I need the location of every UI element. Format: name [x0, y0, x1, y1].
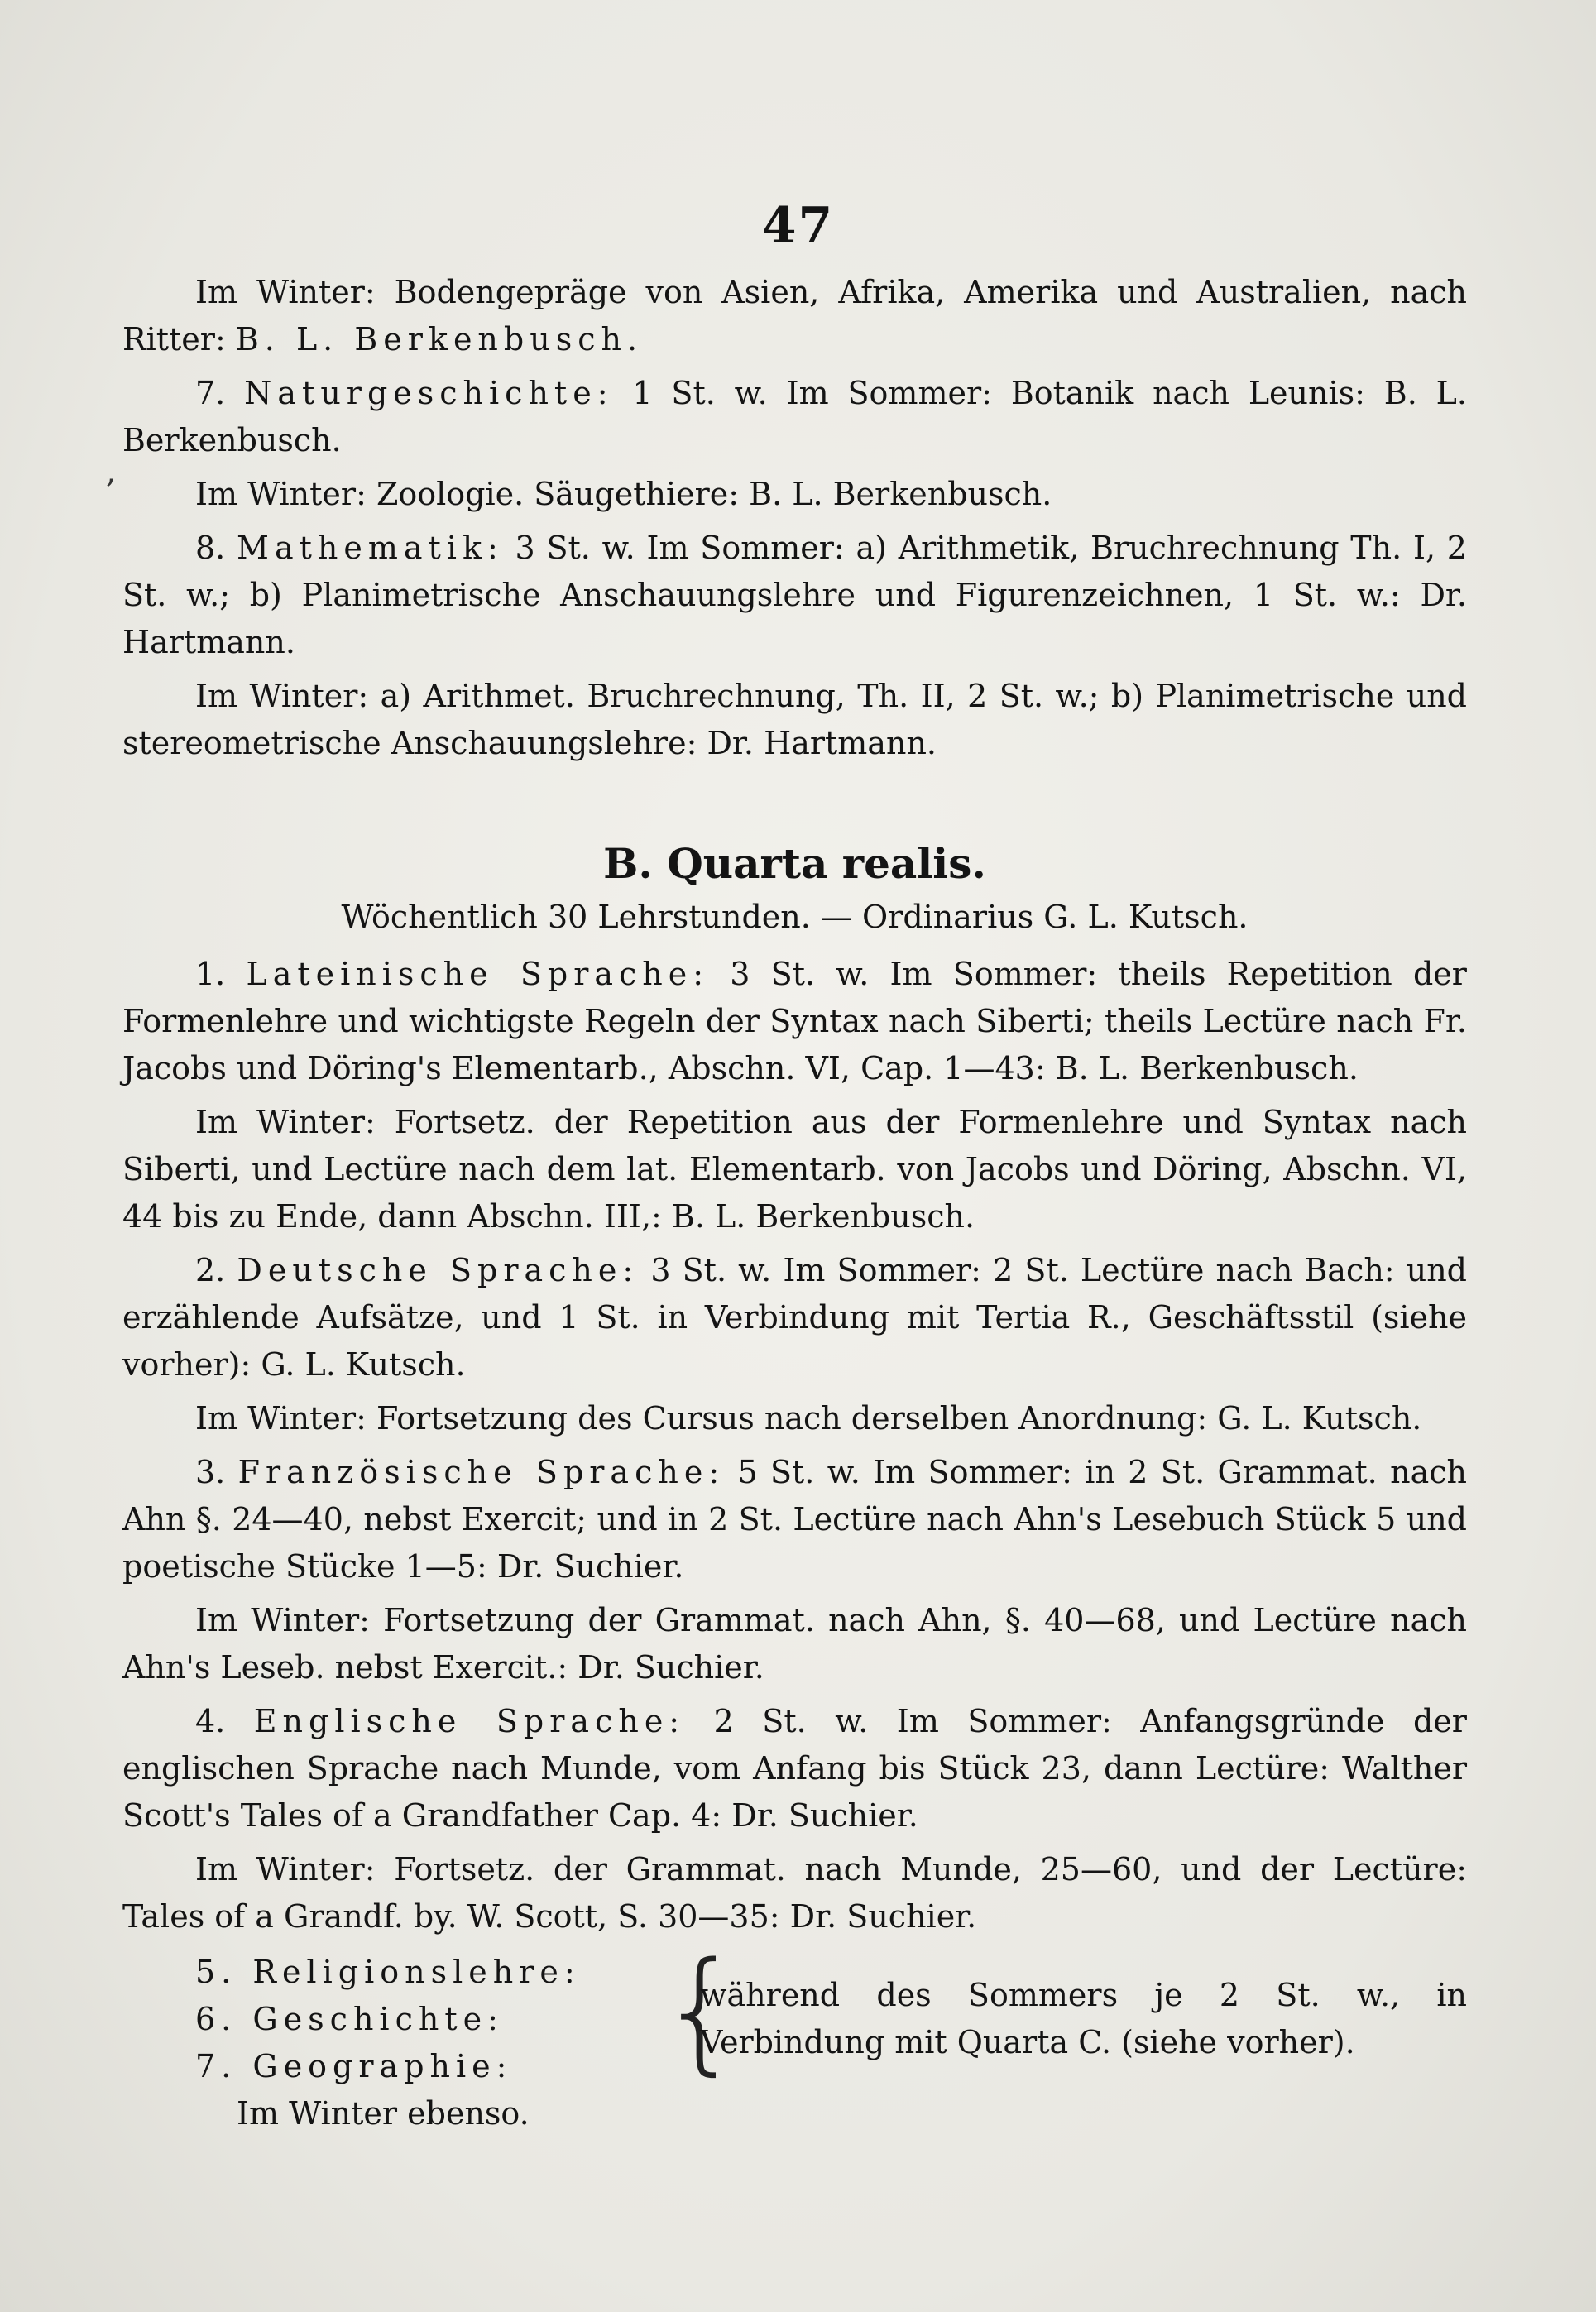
subject-number: 1. — [195, 956, 226, 992]
subject-text: 3 St. w. Im Sommer: a) Arithmetik, Bruchrechnung Th. I, 2 St. w.; b) Planimetrische Anschauungslehre und Figurenzeichnen, 1 St. w.: Dr. Hartmann. — [122, 530, 1467, 660]
winter-geography-teacher: B. L. Berkenbusch. — [235, 321, 644, 357]
paragraph-geography-winter — [122, 269, 1467, 363]
history-line: 6. Geschichte: — [195, 2001, 504, 2037]
paragraph-mathematics-winter: Im Winter: a) Arithmet. Bruchrechnung, Th. II, 2 St. w.; b) Planimetrische und stereometrische Anschauungslehre: Dr. Hartmann. — [122, 678, 1467, 761]
combined-subjects — [122, 1933, 1467, 2137]
subject-text: 1 St. w. Im Sommer: Botanik nach Leunis: B. L. Berkenbusch. — [122, 375, 1467, 458]
paragraph-latin — [122, 951, 1467, 1092]
subject-text: 3 St. w. Im Sommer: 2 St. Lectüre nach Bach: und erzählende Aufsätze, und 1 St. in Verbindung mit Tertia R., Geschäftsstil (siehe vorher): G. L. Kutsch. — [122, 1252, 1467, 1383]
paragraph-french — [122, 1449, 1467, 1590]
curly-brace: { — [659, 1933, 743, 2088]
paragraph-german — [122, 1247, 1467, 1389]
religion-line: 5. Religionslehre: — [195, 1954, 581, 1990]
paragraph-latin-winter: Im Winter: Fortsetz. der Repetition aus der Formenlehre und Syntax nach Siberti, und Lectüre nach dem lat. Elementarb. von Jacobs und Döring, Abschn. VI, 44 bis zu Ende, dann Abschn. III,: B. L. Berkenbusch. — [122, 1104, 1467, 1235]
section-title: B. Quarta realis. — [603, 839, 986, 888]
subject-title: Englische Sprache: — [253, 1703, 686, 1739]
subject-text: 3 St. w. Im Sommer: theils Repetition der Formenlehre und wichtigste Regeln der Syntax nach Siberti; theils Lectüre nach Fr. Jacobs und Döring's Elementarb., Abschn. VI, Cap. 1—43: B. L. Berkenbusch. — [122, 956, 1467, 1086]
page-number: 47 — [761, 197, 835, 255]
subject-number: 8. — [195, 530, 226, 566]
subject-title: Lateinische Sprache: — [246, 956, 710, 992]
subject-title: Deutsche Sprache: — [237, 1252, 640, 1288]
subject-text: 2 St. w. Im Sommer: Anfangsgründe der englischen Sprache nach Munde, vom Anfang bis Stück 23, dann Lectüre: Walther Scott's Tales of a Grandfather Cap. 4: Dr. Suchier. — [122, 1703, 1467, 1834]
geography-line: 7. Geographie: — [195, 2048, 513, 2084]
subject-text: 5 St. w. Im Sommer: in 2 St. Grammat. nach Ahn §. 24—40, nebst Exercit; und in 2 St. Lectüre nach Ahn's Lesebuch Stück 5 und poetische Stücke 1—5: Dr. Suchier. — [122, 1454, 1467, 1585]
winter-geography-text: Im Winter: Bodengepräge von Asien, Afrika, Amerika und Australien, nach Ritter: — [122, 274, 1467, 357]
subject-number: 7. — [195, 375, 226, 411]
section-subtitle: Wöchentlich 30 Lehrstunden. — Ordinarius G. L. Kutsch. — [341, 899, 1249, 935]
subject-number: 3. — [195, 1454, 226, 1490]
combined-subject-list — [122, 1949, 659, 2137]
paragraph-natural-history-winter: Im Winter: Zoologie. Säugethiere: B. L. Berkenbusch. — [195, 476, 1052, 512]
paragraph-english-winter: Im Winter: Fortsetz. der Grammat. nach Munde, 25—60, und der Lectüre: Tales of a Grandf. by. W. Scott, S. 30—35: Dr. Suchier. — [122, 1851, 1467, 1935]
subject-title: Mathematik: — [237, 530, 504, 566]
combined-note: während des Sommers je 2 St. w., in Verbindung mit Quarta C. (siehe vorher). — [700, 1977, 1467, 2060]
paragraph-french-winter: Im Winter: Fortsetzung der Grammat. nach Ahn, §. 40—68, und Lectüre nach Ahn's Leseb. nebst Exercit.: Dr. Suchier. — [122, 1602, 1467, 1686]
winter-same-line: Im Winter ebenso. — [237, 2095, 530, 2132]
paragraph-natural-history — [122, 370, 1467, 464]
subject-number: 4. — [195, 1703, 226, 1739]
paragraph-german-winter: Im Winter: Fortsetzung des Cursus nach derselben Anordnung: G. L. Kutsch. — [195, 1400, 1422, 1437]
paragraph-mathematics — [122, 525, 1467, 666]
subject-title: Naturgeschichte: — [244, 375, 614, 411]
margin-mark: , — [106, 453, 117, 490]
paragraph-english — [122, 1698, 1467, 1840]
page-body — [122, 269, 1467, 2137]
subject-number: 2. — [195, 1252, 226, 1288]
subject-title: Französische Sprache: — [237, 1454, 726, 1490]
